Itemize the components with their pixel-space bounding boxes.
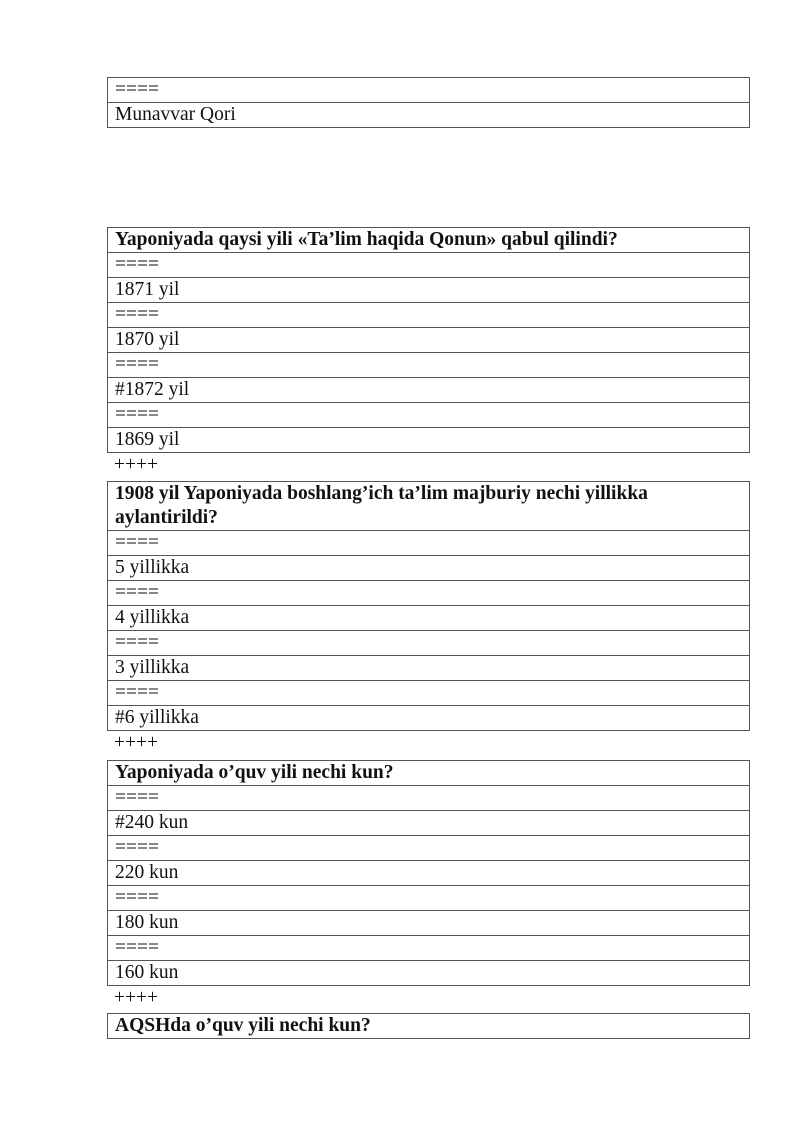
answer-option: 1869 yil: [108, 428, 750, 453]
answer-separator: ====: [108, 78, 750, 103]
question-block-1: [107, 227, 750, 477]
answer-option: 4 yillikka: [108, 606, 750, 631]
answer-separator: ====: [108, 936, 750, 961]
top-fragment: [107, 77, 750, 128]
answer-option: 1871 yil: [108, 278, 750, 303]
answer-separator: ====: [108, 253, 750, 278]
answer-table: [107, 77, 750, 128]
question-text: AQSHda o’quv yili nechi kun?: [108, 1014, 750, 1039]
question-text: Yaponiyada o’quv yili nechi kun?: [108, 761, 750, 786]
question-separator: ++++: [114, 454, 158, 475]
answer-separator: ====: [108, 631, 750, 656]
question-text: Yaponiyada qaysi yili «Ta’lim haqida Qonun» qabul qilindi?: [108, 228, 750, 253]
question-table: [107, 481, 750, 731]
answer-separator: ====: [108, 403, 750, 428]
question-separator: ++++: [114, 987, 158, 1008]
question-table: [107, 760, 750, 986]
answer-separator: ====: [108, 531, 750, 556]
question-table: [107, 227, 750, 453]
answer-option-correct: #1872 yil: [108, 378, 750, 403]
question-block-3: [107, 760, 750, 1010]
answer-separator: ====: [108, 886, 750, 911]
answer-separator: ====: [108, 581, 750, 606]
answer-option: Munavvar Qori: [108, 103, 750, 128]
answer-separator: ====: [108, 303, 750, 328]
answer-option: 1870 yil: [108, 328, 750, 353]
answer-separator: ====: [108, 786, 750, 811]
question-table: [107, 1013, 750, 1039]
question-text: 1908 yil Yaponiyada boshlang’ich ta’lim majburiy nechi yillikka aylantirildi?: [108, 482, 750, 531]
question-block-2: [107, 481, 750, 755]
answer-option: 160 kun: [108, 961, 750, 986]
answer-option-correct: #240 kun: [108, 811, 750, 836]
answer-separator: ====: [108, 353, 750, 378]
question-separator: ++++: [114, 732, 158, 753]
question-block-4: [107, 1013, 750, 1039]
answer-option-correct: #6 yillikka: [108, 706, 750, 731]
answer-option: 180 kun: [108, 911, 750, 936]
answer-option: 3 yillikka: [108, 656, 750, 681]
answer-option: 220 kun: [108, 861, 750, 886]
answer-separator: ====: [108, 681, 750, 706]
answer-option: 5 yillikka: [108, 556, 750, 581]
answer-separator: ====: [108, 836, 750, 861]
